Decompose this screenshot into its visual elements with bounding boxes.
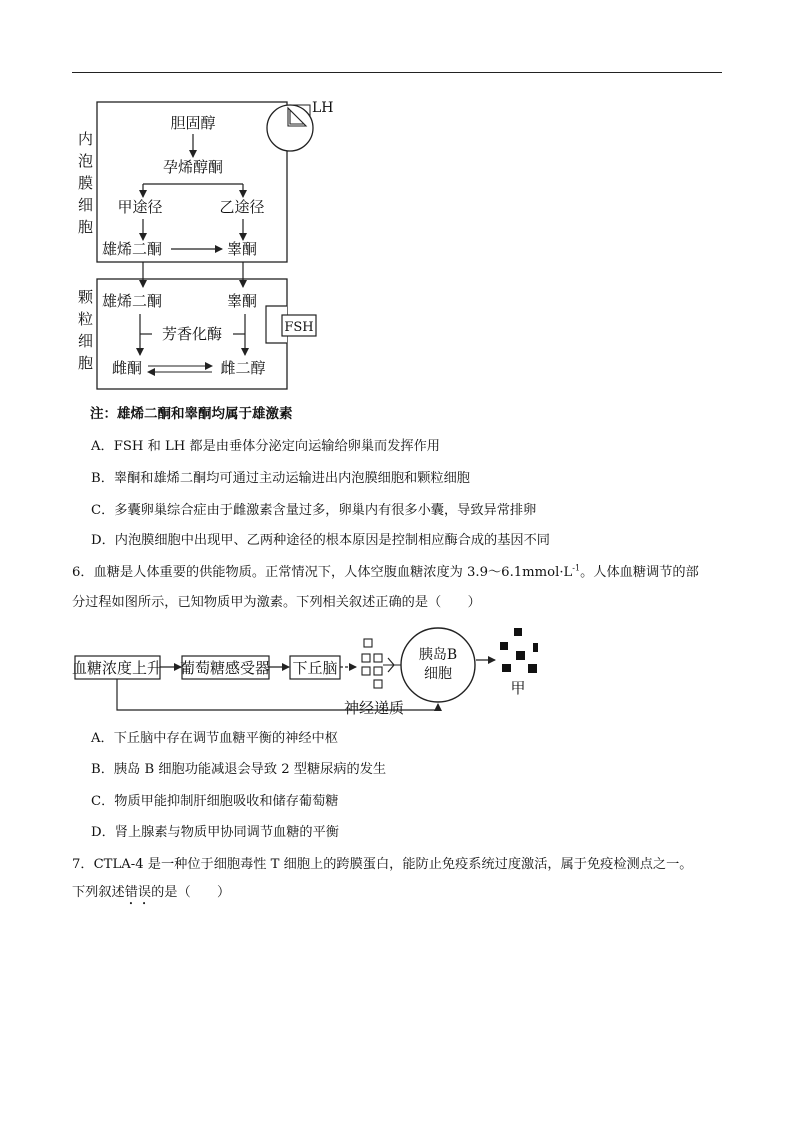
cholesterol: 胆固醇 [170,114,216,132]
fsh-label: FSH [284,320,314,335]
granulosa-label-2: 粒 [78,310,94,328]
theca-label-5: 胞 [78,218,94,236]
testosterone-theca: 睾酮 [226,240,258,258]
theca-label-3: 膜 [78,174,94,192]
theca-label-1: 内 [78,130,94,148]
svg-text:胰岛B: 胰岛B [418,647,458,663]
q5-option-a: A．FSH 和 LH 都是由垂体分泌定向运输给卵巢而发挥作用 [91,439,440,454]
neurotransmitter-vesicles [362,639,382,688]
q6-stem-line2: 分过程如图所示，已知物质甲为激素。下列相关叙述正确的是（ ） [72,595,481,610]
glucose-regulation-diagram [0,620,794,720]
steroid-pathway-diagram [0,0,794,400]
estrone: 雌酮 [111,359,143,377]
granulosa-label-1: 颗 [78,288,94,306]
q6-option-a: A．下丘脑中存在调节血糖平衡的神经中枢 [91,731,338,746]
path-b: 乙途径 [219,198,265,216]
neurotransmitter-label: 神经递质 [343,699,405,717]
estradiol: 雌二醇 [220,359,266,377]
q6-option-b: B．胰岛 B 细胞功能减退会导致 2 型糖尿病的发生 [91,762,387,777]
androstenedione-theca: 雄烯二酮 [101,240,163,258]
hormone-jia-label: 甲 [510,679,526,697]
q7-emphasis: 错误 [124,885,152,900]
testosterone-granulosa: 睾酮 [226,292,258,310]
theca-label-4: 细 [78,196,94,214]
lh-label: LH [312,100,334,116]
q6-option-d: D．肾上腺素与物质甲协同调节血糖的平衡 [91,825,339,840]
svg-text:细胞: 细胞 [424,666,452,682]
q5-option-b: B．睾酮和雄烯二酮均可通过主动运输进出内泡膜细胞和颗粒细胞 [91,471,470,486]
q7-stem-line1: 7．CTLA-4 是一种位于细胞毒性 T 细胞上的跨膜蛋白，能防止免疫系统过度激活，属于免疫检测点之一。 [72,857,693,872]
pregnenolone: 孕烯醇酮 [162,158,224,176]
theca-label-2: 泡 [78,152,94,170]
path-a: 甲途径 [117,198,163,216]
diagram-note: 注：雄烯二酮和睾酮均属于雄激素 [90,406,293,422]
androstenedione-granulosa: 雄烯二酮 [101,292,163,310]
q5-option-c: C．多囊卵巢综合症由于雌激素含量过多，卵巢内有很多小囊，导致异常排卵 [91,503,537,518]
svg-text:血糖浓度上升: 血糖浓度上升 [71,659,163,677]
svg-text:下丘脑: 下丘脑 [292,659,338,677]
q7-stem-line2: 下列叙述错误的是（ ） [72,885,231,900]
q5-option-d: D．内泡膜细胞中出现甲、乙两种途径的根本原因是控制相应酶合成的基因不同 [91,533,550,548]
hormone-jia-particles [500,628,538,673]
q6-option-c: C．物质甲能抑制肝细胞吸收和储存葡萄糖 [91,794,339,809]
islet-b-cell [401,628,475,702]
aromatase: 芳香化酶 [161,325,223,343]
granulosa-label-3: 细 [78,332,94,350]
granulosa-label-4: 胞 [78,354,94,372]
q6-stem-line1: 6．血糖是人体重要的供能物质。正常情况下，人体空腹血糖浓度为 $3.9\sim 6.1mmol\cdot L^{-1}$。人体血糖调节的部 [72,563,699,580]
svg-text:葡萄糖感受器: 葡萄糖感受器 [179,659,271,677]
